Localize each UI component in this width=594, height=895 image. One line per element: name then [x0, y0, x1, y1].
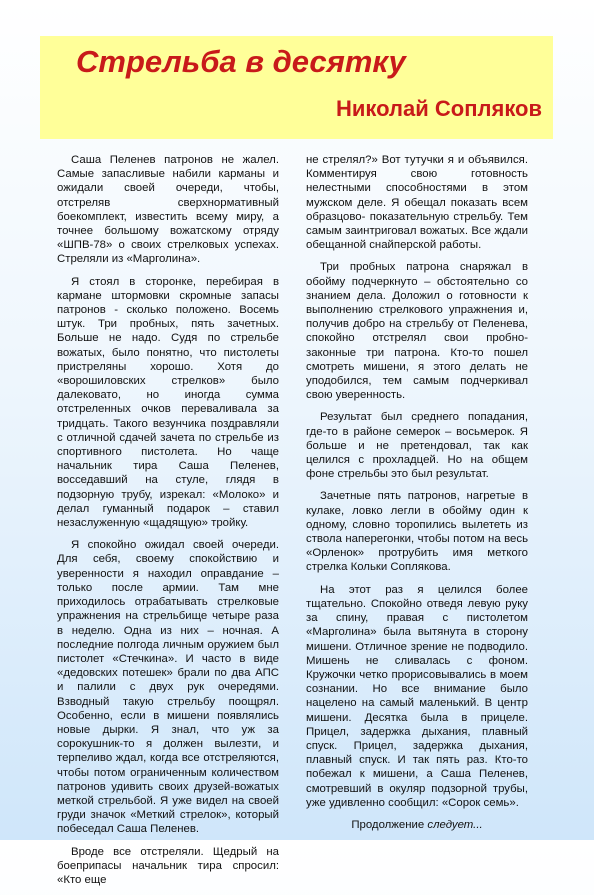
paragraph: Три пробных патрона снаряжал в обойму подчеркнуто – обстоятельно со знанием дела. Доложил о готовности к выполнению стрелкового упражнения и, получив добро на стрельбу от Пеленева, спокойно отстрелял свои пробно- законные три патрона. Кто-то пошел смотреть мишени, я этого делать не уподобился, тем самым подчеркивал свою уверенность.	[306, 261, 528, 402]
paragraph: Зачетные пять патронов, нагретые в кулаке, ловко легли в обойму один к одному, словно торопились вылететь из ствола наперегонки, чтобы потом на весь «Орленок» протрубить имя меткого стрелка Кольки Соплякова.	[306, 490, 528, 574]
paragraph: не стрелял?» Вот тутучки я и объявился. Комментируя свою готовность нелестными способностями в этом мужском деле. Я обещал показать всем образцово- показательную стрельбу. Тем самым заинтриговал вожатых. Все ждали обещанной снайперской работы.	[306, 154, 528, 252]
article-column-left	[57, 153, 279, 895]
paragraph: Вроде все отстреляли. Щедрый на боеприпасы начальник тира спросил: «Кто еще	[57, 845, 279, 886]
paragraph: Я спокойно ожидал своей очереди. Для себя, своему спокойствию и уверенности я находил оправдание – только после армии. Там мне приходилось отрабатывать стрелковые упражнения на стрельбище четыре раза в неделю. Одна из них – ночная. А последние полгода личным оружием был пистолет «Стечкина». И часто в виде «дедовских потешек» брали по два АПС и палили с двух рук очередями. Взводный такую стрельбу поощрял. Особенно, если в мишени появлялись новые дырки. Я знал, что уж за сорокушник-то я должен вылезти, и терпеливо ждал, когда все отстреляются, чтобы потом ограниченным количеством патронов удивить своих друзей-вожатых меткой стрельбой. Я уже видел на своей груди значок «Меткий стрелок», который побеседал Саша Пеленев.	[57, 539, 279, 836]
continued-word: следует...	[427, 818, 483, 831]
continued-note	[306, 818, 528, 832]
paragraph: Результат был среднего попадания, где-то в районе семерок – восьмерок. Я больше и не претендовал, так как целился с прохладцей. Но на общем фоне стрельбы это был результат.	[306, 411, 528, 481]
paragraph: Саша Пеленев патронов не жалел. Самые запасливые набили карманы и ожидали своей очереди, чтобы, отстреляв сверхнормативный боекомплект, известить всему миру, а точнее большому вожатскому отряду «ШПВ-78» о своих стрелковых успехах. Стреляли из «Марголина».	[57, 154, 279, 266]
article-author: Николай Сопляков	[336, 96, 542, 121]
article-column-right	[306, 153, 528, 840]
continued-prefix: Продолжение	[351, 818, 428, 831]
article-title: Стрельба в десятку	[76, 44, 406, 79]
paragraph: Я стоял в сторонке, перебирая в кармане штормовки скромные запасы патронов - сколько положено. Восемь штук. Три пробных, пять зачетных. Больше не надо. Судя по стрельбе вожатых, было понятно, что пистолеты пристреляны хорошо. Хотя до «ворошиловских стрелков» было далековато, но иногда сумма отстреленных очков переваливала за тридцать. Такого везунчика поздравляли с отличной сдачей зачета по стрельбе из спортивного пистолета. Но чаще начальник тира Саша Пеленев, восседавший на стуле, глядя в подзорную трубу, изрекал: «Молоко» и делал гуманный подарок – ставил незаслуженную «щадящую» тройку.	[57, 275, 279, 530]
paragraph: На этот раз я целился более тщательно. Спокойно отведя левую руку за спину, правая с пистолетом «Марголина» была вытянута в сторону мишени. Отличное зрение не подводило. Мишень не сливалась с фоном. Кружочки четко прорисовывались в моем сознании. Но все внимание было нацелено на самый маленький. В центр мишени. Десятка была в прицеле. Прицел, задержка дыхания, плавный спуск. Прицел, задержка дыхания, плавный спуск. И так пять раз. Кто-то побежал к мишени, а Саша Пеленев, смотревший в окуляр подзорной трубы, уже удивленно сообщил: «Сорок семь».	[306, 583, 528, 809]
